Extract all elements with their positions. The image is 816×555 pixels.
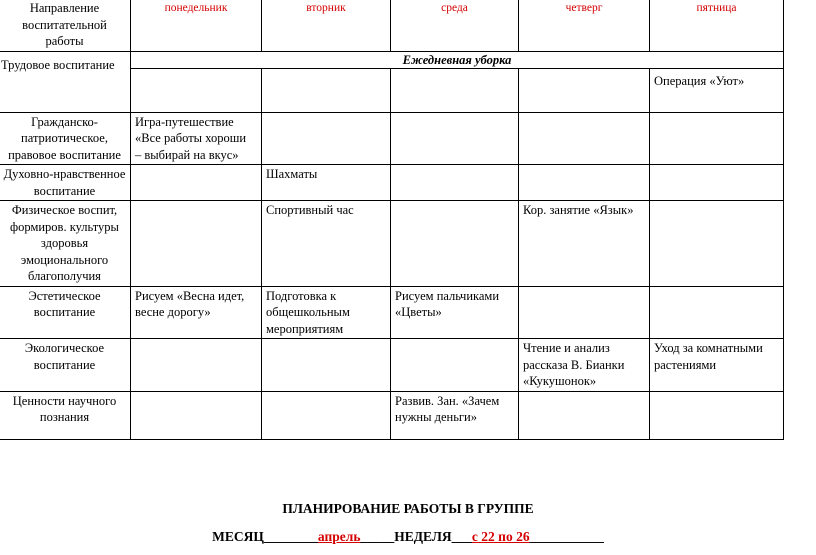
cell (131, 339, 262, 392)
row-physical-direction: Физическое воспит, формиров. культуры здоровья эмоционального благополучия (0, 201, 131, 287)
row-moral-direction: Духовно-нравственное воспитание (0, 165, 131, 201)
month-label: МЕСЯЦ (212, 529, 264, 544)
cell (131, 391, 262, 439)
header-direction: Направление воспитательной работы (0, 0, 131, 51)
month-blank: ________ (263, 529, 318, 544)
week-label: НЕДЕЛЯ (394, 529, 452, 544)
cell (519, 165, 650, 201)
row-aesthetic-direction: Эстетическое воспитание (0, 286, 131, 339)
daily-cleaning-note: Ежедневная уборка (131, 51, 784, 68)
row-civic-direction: Гражданско- патриотическое, правовое воспитание (0, 112, 131, 165)
cell (262, 112, 391, 165)
cell (262, 339, 391, 392)
row-science-direction: Ценности научного познания (0, 391, 131, 439)
cell: Операция «Уют» (650, 68, 784, 112)
cell (391, 201, 519, 287)
cell (519, 391, 650, 439)
month-week-line (0, 529, 816, 545)
cell (519, 286, 650, 339)
cell (391, 68, 519, 112)
header-thursday: четверг (519, 0, 650, 51)
page-title: ПЛАНИРОВАНИЕ РАБОТЫ В ГРУППЕ (282, 501, 534, 516)
cell (262, 391, 391, 439)
cell (519, 68, 650, 112)
month-after: _____ (360, 529, 395, 544)
week-blank: ___ (451, 529, 472, 544)
cell (391, 339, 519, 392)
row-ecological-direction: Экологическое воспитание (0, 339, 131, 392)
cell (650, 165, 784, 201)
cell: Уход за комнатными растениями (650, 339, 784, 392)
cell (650, 286, 784, 339)
cell (519, 112, 650, 165)
cell (262, 68, 391, 112)
header-wednesday: среда (391, 0, 519, 51)
cell (131, 165, 262, 201)
cell: Рисуем «Весна идет, весне дорогу» (131, 286, 262, 339)
cell (391, 112, 519, 165)
cell: Игра-путешествие «Все работы хороши – выбирай на вкус» (131, 112, 262, 165)
row-labor-direction: Трудовое воспитание (0, 51, 131, 112)
cell: Кор. занятие «Язык» (519, 201, 650, 287)
cell (391, 165, 519, 201)
month-value: апрель (317, 529, 361, 544)
cell (650, 112, 784, 165)
cell: Подготовка к общешкольным мероприятиям (262, 286, 391, 339)
cell: Спортивный час (262, 201, 391, 287)
week-value: с 22 по 26 (471, 529, 530, 544)
cell: Чтение и анализ рассказа В. Бианки «Кукушонок» (519, 339, 650, 392)
cell: Шахматы (262, 165, 391, 201)
cell (131, 68, 262, 112)
cell: Развив. Зан. «Зачем нужны деньги» (391, 391, 519, 439)
header-friday: пятница (650, 0, 784, 51)
header-monday: понедельник (131, 0, 262, 51)
cell: Рисуем пальчиками «Цветы» (391, 286, 519, 339)
cell (650, 391, 784, 439)
header-tuesday: вторник (262, 0, 391, 51)
week-after: ___________ (529, 529, 604, 544)
cell (131, 201, 262, 287)
cell (650, 201, 784, 287)
